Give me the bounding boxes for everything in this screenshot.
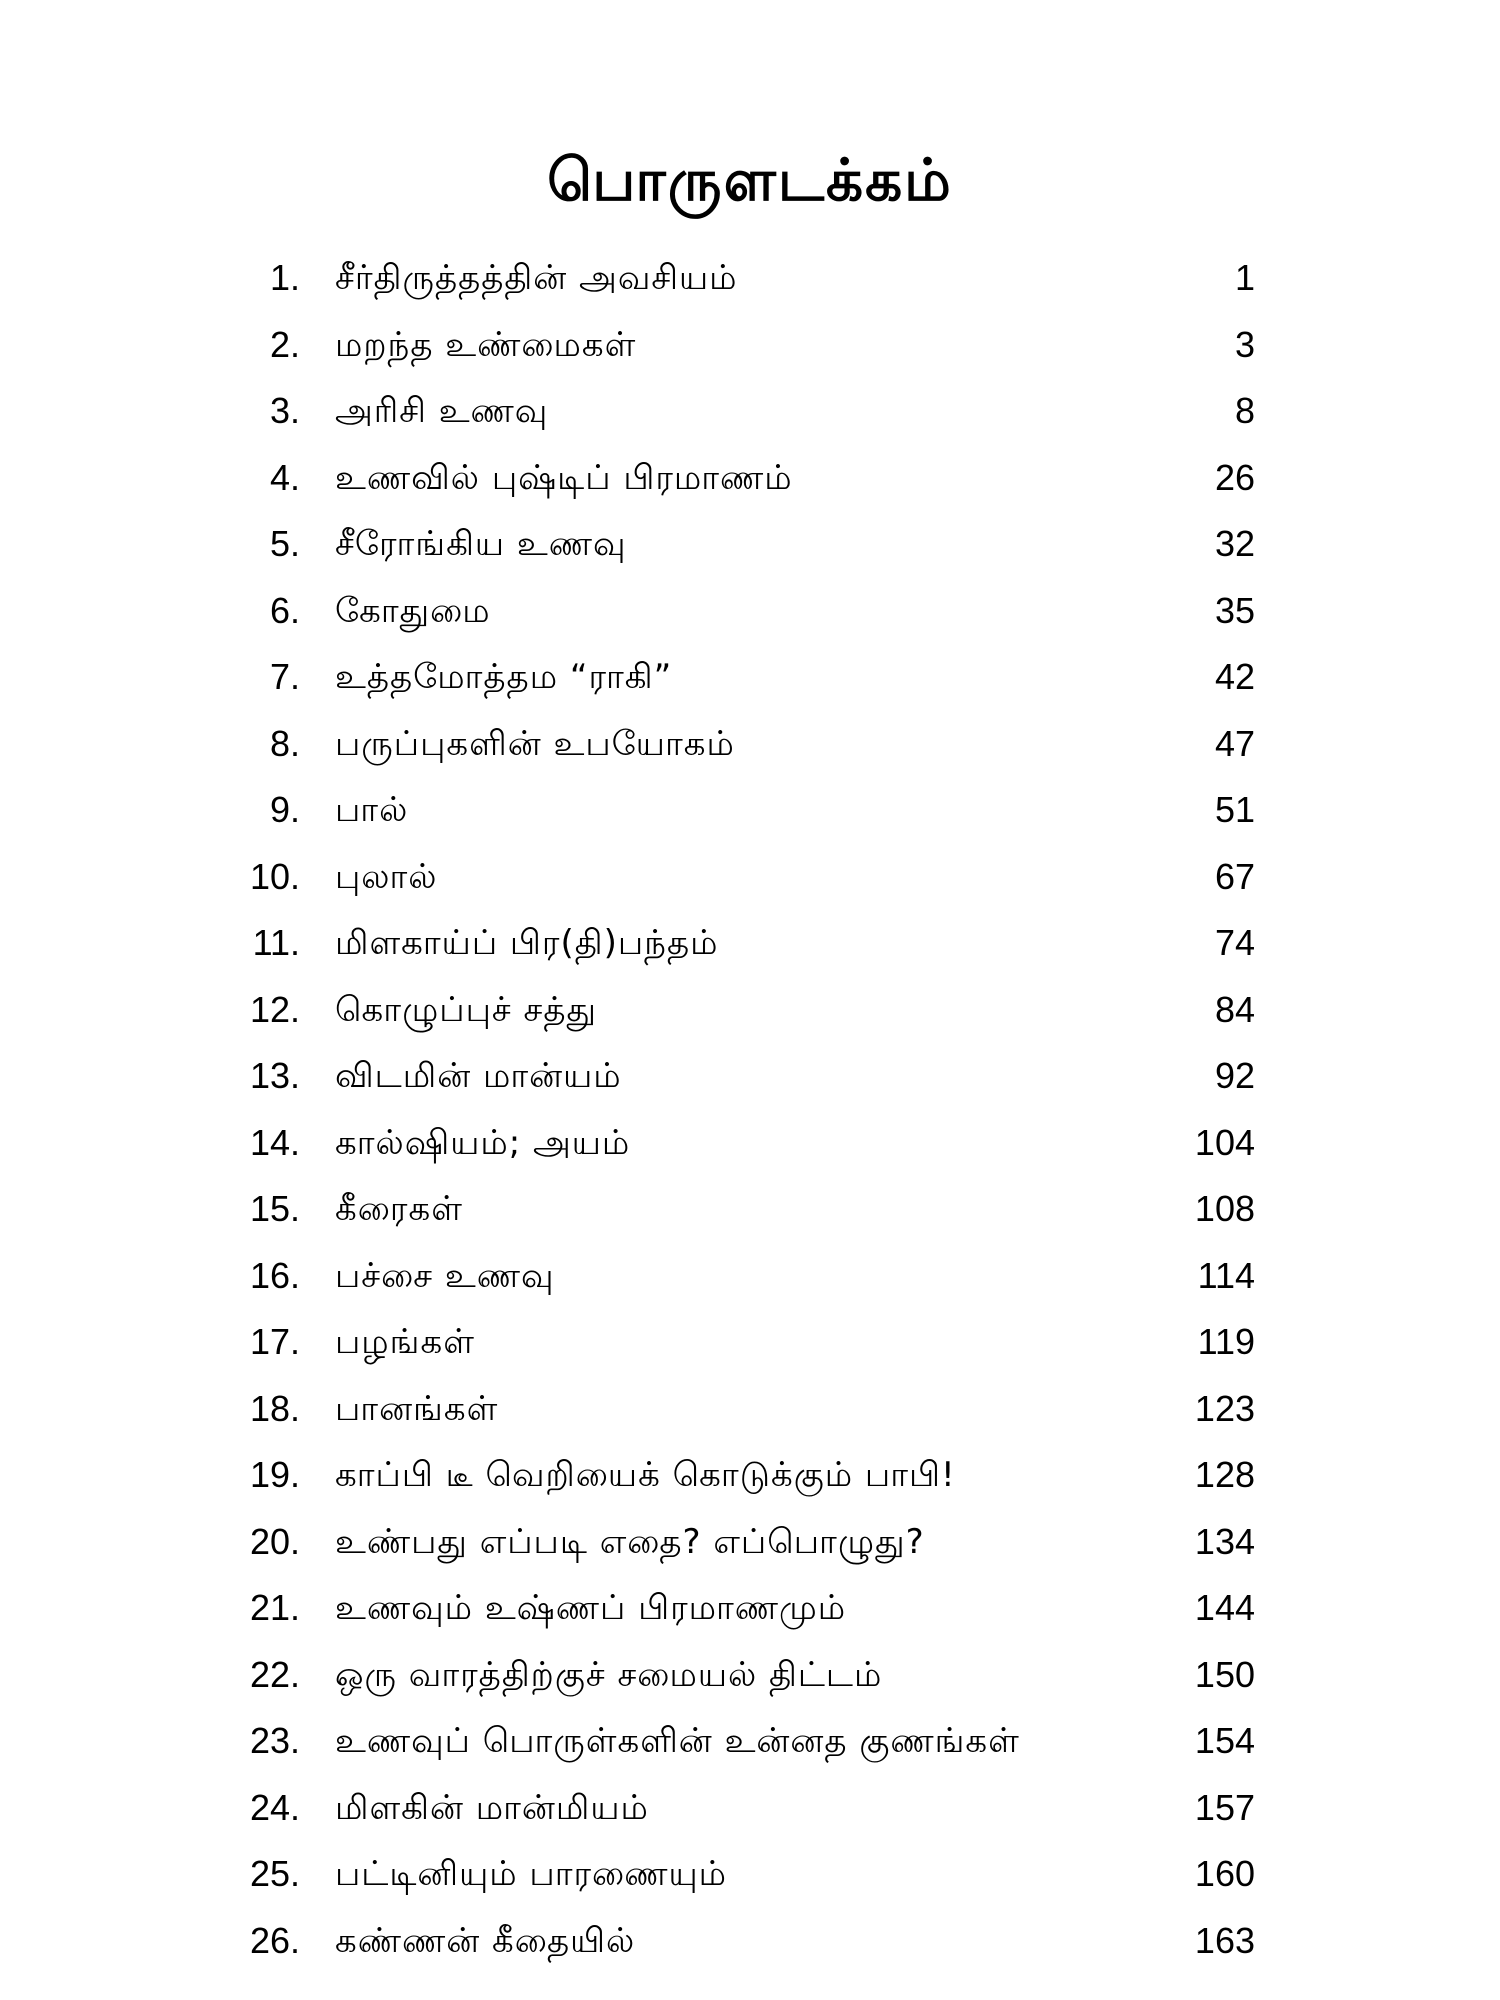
entry-page-number: 150 [1194, 1653, 1255, 1695]
entry-title: கண்ணன் கீதையில் [335, 1920, 636, 1961]
entry-page-number: 26 [1214, 456, 1255, 498]
entry-title: பால் [335, 790, 409, 830]
entry-number: 12. [249, 988, 300, 1030]
toc-entry [0, 1442, 1500, 1509]
toc-entry [0, 1775, 1500, 1842]
entry-number: 2. [269, 323, 300, 365]
entry-number: 15. [249, 1188, 300, 1229]
entry-title: கீரைகள் [335, 1189, 463, 1229]
table-of-contents [0, 245, 1500, 1974]
toc-entry [0, 1642, 1500, 1709]
entry-number: 5. [269, 523, 300, 564]
toc-entry [0, 1243, 1500, 1310]
entry-number: 23. [249, 1720, 300, 1761]
toc-entry [0, 1708, 1500, 1775]
entry-page-number: 47 [1214, 722, 1255, 764]
toc-entry [0, 1509, 1500, 1576]
entry-page-number: 35 [1214, 589, 1255, 631]
entry-page-number: 32 [1214, 523, 1255, 564]
entry-number: 10. [249, 855, 300, 897]
toc-entry [0, 1043, 1500, 1110]
entry-title: உணவும் உஷ்ணப் பிரமாணமும் [335, 1588, 847, 1628]
entry-title: பருப்புகளின் உபயோகம் [335, 723, 735, 764]
entry-title: கோதுமை [335, 590, 491, 631]
entry-number: 6. [269, 589, 300, 631]
entry-title: பழங்கள் [335, 1322, 475, 1362]
entry-page-number: 154 [1194, 1720, 1255, 1761]
toc-entry [0, 844, 1500, 911]
entry-page-number: 8 [1234, 390, 1255, 431]
entry-page-number: 119 [1197, 1321, 1255, 1362]
entry-number: 24. [249, 1786, 300, 1828]
entry-title: உணவில் புஷ்டிப் பிரமாணம் [335, 457, 793, 498]
toc-entry [0, 245, 1500, 312]
toc-entry [0, 644, 1500, 711]
entry-number: 1. [269, 257, 300, 298]
toc-entry [0, 511, 1500, 578]
toc-entry [0, 711, 1500, 778]
entry-title: புலால் [335, 856, 438, 897]
entry-page-number: 84 [1214, 988, 1255, 1030]
toc-entry [0, 977, 1500, 1044]
toc-entry [0, 910, 1500, 977]
entry-page-number: 157 [1194, 1786, 1255, 1828]
entry-page-number: 3 [1234, 323, 1255, 365]
entry-page-number: 67 [1214, 855, 1255, 897]
toc-entry [0, 578, 1500, 645]
entry-page-number: 1 [1234, 257, 1255, 298]
entry-title: காப்பி டீ வெறியைக் கொடுக்கும் பாபி! [335, 1455, 956, 1495]
entry-title: பட்டினியும் பாரணையும் [335, 1854, 727, 1894]
entry-page-number: 128 [1194, 1454, 1255, 1495]
entry-title: உணவுப் பொருள்களின் உன்னத குணங்கள் [335, 1721, 1020, 1761]
entry-number: 4. [269, 456, 300, 498]
toc-entry [0, 777, 1500, 844]
toc-entry [0, 312, 1500, 379]
entry-number: 9. [269, 789, 300, 830]
entry-number: 25. [249, 1853, 300, 1894]
entry-title: மிளகின் மான்மியம் [335, 1787, 649, 1828]
entry-page-number: 108 [1194, 1188, 1255, 1229]
entry-title: உத்தமோத்தம “ராகி” [335, 657, 673, 697]
entry-title: கால்ஷியம்; அயம் [335, 1122, 631, 1163]
toc-entry [0, 1908, 1500, 1975]
entry-page-number: 160 [1194, 1853, 1255, 1894]
entry-title: பானங்கள் [335, 1388, 499, 1429]
entry-title: சீரோங்கிய உணவு [335, 524, 627, 564]
toc-entry [0, 1309, 1500, 1376]
entry-title: மறந்த உண்மைகள் [335, 324, 637, 365]
entry-number: 18. [249, 1387, 300, 1429]
entry-title: கொழுப்புச் சத்து [335, 989, 597, 1030]
entry-page-number: 144 [1194, 1587, 1255, 1628]
entry-number: 17. [249, 1321, 300, 1362]
toc-entry [0, 1575, 1500, 1642]
entry-page-number: 114 [1197, 1254, 1255, 1296]
entry-number: 11. [252, 922, 300, 963]
entry-number: 19. [249, 1454, 300, 1495]
entry-page-number: 42 [1214, 656, 1255, 697]
toc-entry [0, 1110, 1500, 1177]
toc-entry [0, 1376, 1500, 1443]
entry-page-number: 51 [1214, 789, 1255, 830]
entry-title: உண்பது எப்படி எதை? எப்பொழுது? [335, 1521, 925, 1562]
entry-title: விடமின் மான்யம் [335, 1056, 622, 1096]
entry-title: மிளகாய்ப் பிர(தி)பந்தம் [335, 923, 719, 963]
entry-number: 26. [249, 1919, 300, 1961]
entry-page-number: 104 [1194, 1121, 1255, 1163]
entry-number: 16. [249, 1254, 300, 1296]
entry-number: 7. [269, 656, 300, 697]
entry-page-number: 123 [1194, 1387, 1255, 1429]
toc-entry [0, 445, 1500, 512]
entry-title: சீர்திருத்தத்தின் அவசியம் [335, 258, 738, 298]
entry-number: 8. [269, 722, 300, 764]
entry-page-number: 163 [1194, 1919, 1255, 1961]
toc-entry [0, 1841, 1500, 1908]
entry-title: பச்சை உணவு [335, 1255, 555, 1296]
toc-entry [0, 1176, 1500, 1243]
entry-number: 20. [249, 1520, 300, 1562]
entry-number: 3. [269, 390, 300, 431]
toc-entry [0, 378, 1500, 445]
entry-page-number: 92 [1214, 1055, 1255, 1096]
entry-number: 22. [249, 1653, 300, 1695]
entry-title: அரிசி உணவு [335, 391, 549, 431]
entry-page-number: 134 [1194, 1520, 1255, 1562]
page-title: பொருளடக்கம் [547, 146, 953, 214]
entry-page-number: 74 [1214, 922, 1255, 963]
entry-number: 14. [249, 1121, 300, 1163]
entry-number: 13. [249, 1055, 300, 1096]
entry-title: ஒரு வாரத்திற்குச் சமையல் திட்டம் [335, 1654, 883, 1695]
entry-number: 21. [249, 1587, 300, 1628]
